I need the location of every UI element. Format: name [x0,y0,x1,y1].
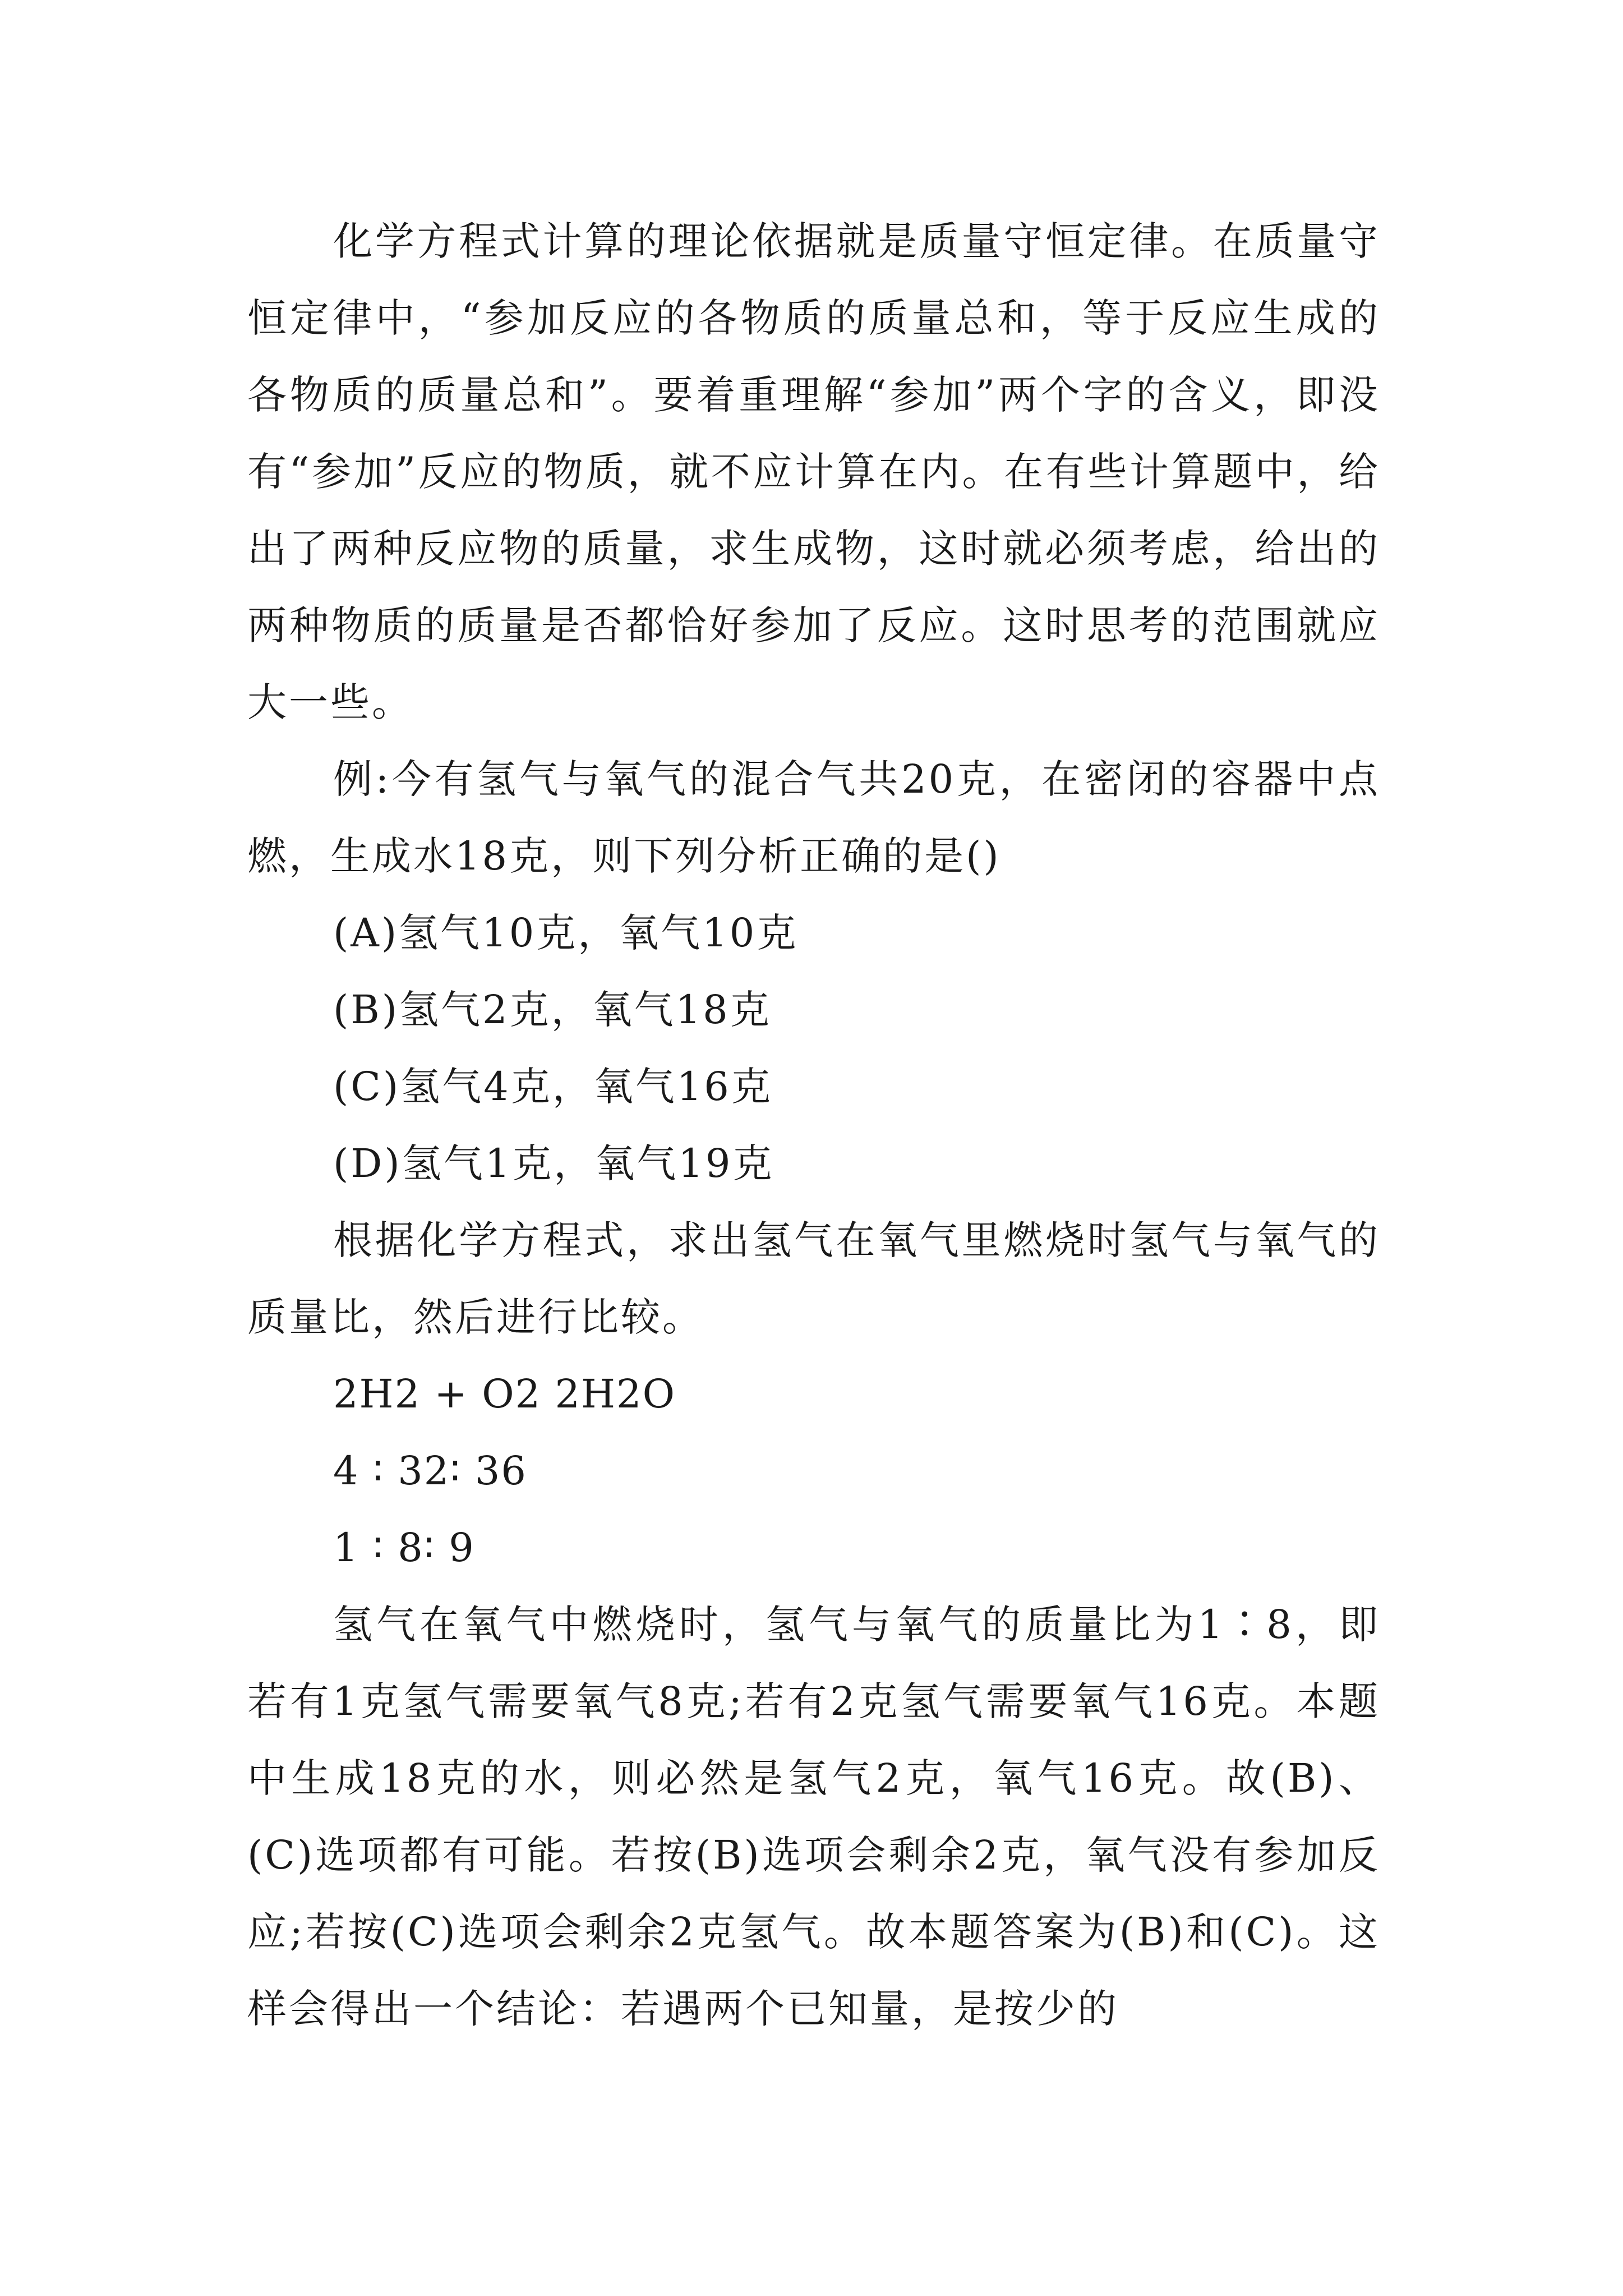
mass-ratio-line-2: 1 ∶ 8∶ 9 [333,1525,475,1571]
paragraph-method: 根据化学方程式，求出氢气在氧气里燃烧时氢气与氧气的质量比，然后进行比较。 [247,1217,1380,1340]
paragraph-analysis: 氢气在氧气中燃烧时，氢气与氧气的质量比为1∶8，即若有1克氢气需要氧气8克;若有2克氢气需要氧气16克。本题中生成18克的水，则必然是氢气2克，氧气16克。故(B)、(C)选项都有可能。若按(B)选项会剩余2克，氧气没有参加反应;若按(C)选项会剩余2克氢气。故本题答案为(B)和(C)。这样会得出一个结论：若遇两个已知量，是按少的 [247,1602,1380,2032]
paragraph-theory: 化学方程式计算的理论依据就是质量守恒定律。在质量守恒定律中，“参加反应的各物质的质量总和，等于反应生成的各物质的质量总和”。要着重理解“参加”两个字的含义，即没有“参加”反应的物质，就不应计算在内。在有些计算题中，给出了两种反应物的质量，求生成物，这时就必须考虑，给出的两种物质的质量是否都恰好参加了反应。这时思考的范围就应大一些。 [247,218,1380,725]
option-c: (C)氢气4克，氧气16克 [333,1064,773,1110]
option-d: (D)氢气1克，氧气19克 [333,1140,774,1186]
document-body [247,203,1380,2047]
mass-ratio-line-1: 4 ∶ 32∶ 36 [333,1448,527,1494]
option-a: (A)氢气10克，氧气10克 [333,910,799,956]
paragraph-example-question: 例:今有氢气与氧气的混合气共20克，在密闭的容器中点燃，生成水18克，则下列分析正确的是() [247,756,1380,879]
option-b: (B)氢气2克，氧气18克 [333,987,772,1033]
chemical-equation: 2H2 + O2 2H2O [333,1371,676,1417]
